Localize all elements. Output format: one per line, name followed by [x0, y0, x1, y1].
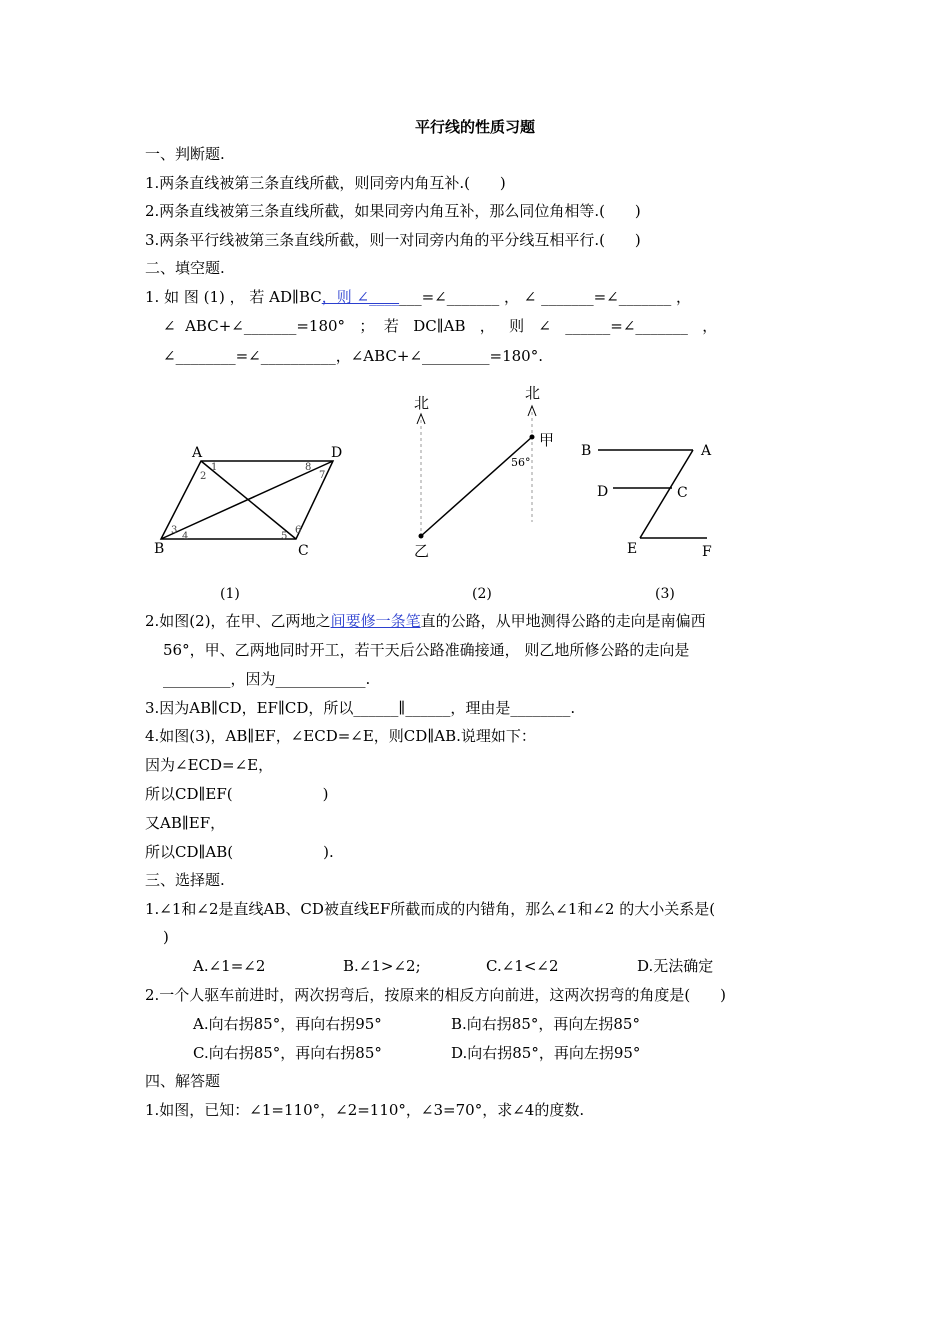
question-line: ∠________=∠__________，∠ABC+∠_________=180°. — [163, 347, 543, 365]
proof-line: 所以CD∥AB( ). — [145, 843, 334, 861]
section-heading: 四、解答题 — [145, 1072, 221, 1090]
question: 3.两条平行线被第三条直线所截，则一对同旁内角的平分线互相平行.( ) — [145, 231, 641, 249]
label-F: F — [702, 544, 712, 560]
label-yi: 乙 — [414, 542, 430, 560]
option: D.向右拐85°，再向左拐95° — [451, 1044, 641, 1062]
proof-line: 又AB∥EF， — [145, 814, 226, 832]
section-heading: 三、选择题. — [145, 871, 225, 889]
question — [145, 611, 706, 631]
page-title: 平行线的性质习题 — [414, 118, 535, 136]
link[interactable]: 间要修一条笔 — [330, 612, 421, 630]
text: 直的公路，从甲地测得公路的走向是南偏西 — [420, 612, 706, 630]
label-B: B — [581, 443, 592, 459]
question: 3.因为AB∥CD，EF∥CD，所以______∥______，理由是________. — [145, 699, 576, 717]
option: C.∠1<∠2 — [486, 957, 559, 975]
label-E: E — [627, 541, 638, 557]
angle-2: 2 — [200, 471, 207, 482]
angle-1: 1 — [211, 462, 218, 473]
label-C: C — [677, 485, 688, 501]
question: 4.如图(3)，AB∥EF，∠ECD=∠E，则CD∥AB.说理如下： — [145, 727, 536, 745]
angle-label: 56° — [511, 456, 531, 469]
question-line: ∠ ABC+∠_______=180° ； 若 DC∥AB ， 则 ∠ ______=∠_______ ， — [163, 317, 718, 335]
label-A: A — [701, 443, 712, 459]
angle-5: 5 — [281, 531, 288, 542]
link[interactable]: ，则 ∠____ — [321, 288, 400, 306]
label-B: B — [154, 541, 165, 557]
option: B.∠1>∠2; — [343, 957, 421, 975]
question-line: 56°，甲、乙两地同时开工，若干天后公路准确接通， 则乙地所修公路的走向是 — [163, 641, 690, 659]
label-C: C — [298, 543, 309, 559]
question: 2.一个人驱车前进时，两次拐弯后，按原来的相反方向前进，这两次拐弯的角度是( ) — [145, 986, 727, 1004]
angle-3: 3 — [171, 525, 178, 536]
north-label: 北 — [525, 384, 541, 402]
label-D: D — [331, 445, 343, 461]
option: A.向右拐85°，再向右拐95° — [193, 1015, 382, 1033]
section-heading: 二、填空题. — [145, 259, 225, 277]
label-D: D — [597, 484, 609, 500]
option: B.向右拐85°，再向左拐85° — [451, 1015, 640, 1033]
question: 1.两条直线被第三条直线所截，则同旁内角互补.( ) — [145, 174, 506, 192]
figure-2 — [414, 384, 554, 560]
question: 2.两条直线被第三条直线所截，如果同旁内角互补，那么同位角相等.( ) — [145, 202, 641, 220]
figures — [0, 0, 950, 620]
angle-4: 4 — [182, 531, 189, 542]
text: 2.如图(2)，在甲、乙两地之 — [145, 612, 331, 630]
question: 1.如图，已知：∠1=110°，∠2=110°，∠3=70°，求∠4的度数. — [145, 1101, 585, 1119]
figure-caption: (3) — [655, 586, 675, 602]
figure-3 — [598, 450, 707, 538]
text: ___=∠_______ ， ∠ _______=∠_______ ， — [399, 288, 691, 306]
figure-caption: (1) — [220, 586, 240, 602]
label-jia: 甲 — [539, 431, 555, 449]
question-line: ) — [163, 928, 169, 946]
option: D.无法确定 — [637, 957, 714, 975]
label-A: A — [192, 445, 203, 461]
angle-6: 6 — [295, 525, 302, 536]
figure-caption: (2) — [472, 586, 492, 602]
proof-line: 因为∠ECD=∠E， — [145, 756, 274, 774]
question: 1.∠1和∠2是直线AB、CD被直线EF所截而成的内错角，那么∠1和∠2 的大小关系是( — [145, 900, 716, 918]
section-heading: 一、判断题. — [145, 145, 225, 163]
question-line: _________，因为____________. — [163, 670, 371, 688]
north-label: 北 — [414, 394, 430, 412]
proof-line: 所以CD∥EF( ) — [145, 785, 329, 803]
angle-8: 8 — [305, 462, 312, 473]
text: 1. 如 图 (1) ， 若 AD∥BC — [145, 288, 322, 306]
angle-7: 7 — [319, 470, 326, 481]
option: C.向右拐85°，再向右拐85° — [193, 1044, 382, 1062]
option: A.∠1=∠2 — [193, 957, 266, 975]
